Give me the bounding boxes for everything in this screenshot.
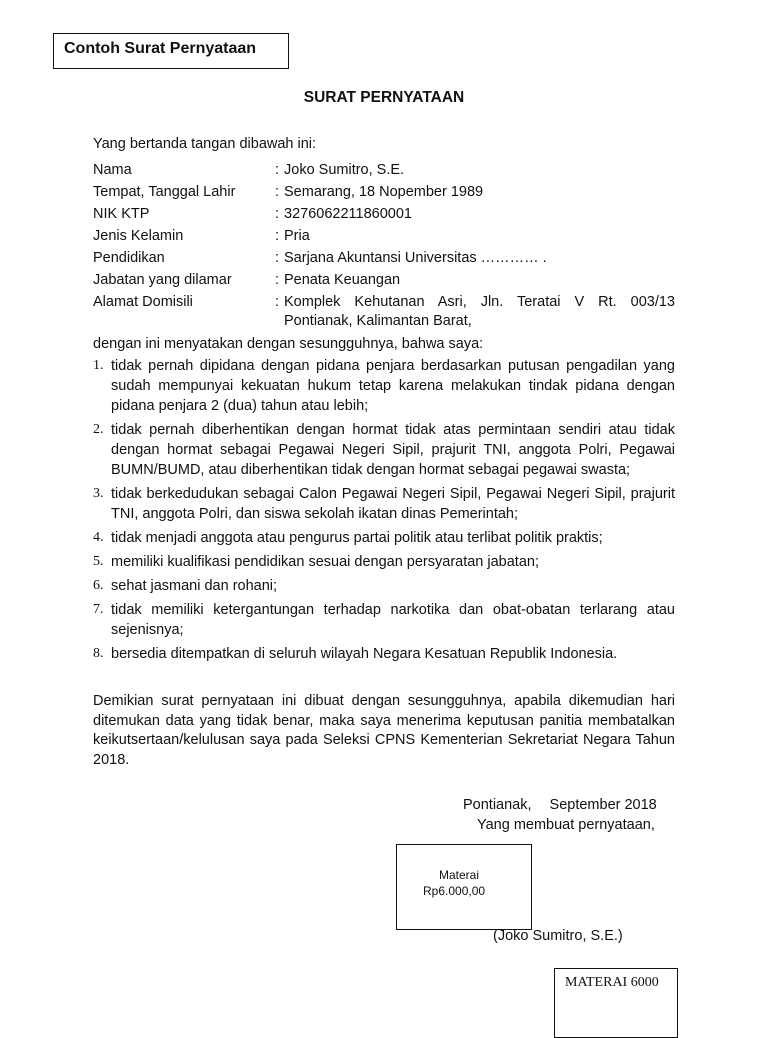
list-number: 8. xyxy=(93,646,104,661)
field-value: Joko Sumitro, S.E. xyxy=(284,162,405,178)
list-text: bersedia ditempatkan di seluruh wilayah Negara Kesatuan Republik Indonesia. xyxy=(111,646,618,662)
field-label: Nama xyxy=(93,162,132,178)
field-separator: : xyxy=(275,228,280,244)
field-separator: : xyxy=(275,294,280,310)
list-item xyxy=(93,600,675,640)
field-label: Tempat, Tanggal Lahir xyxy=(93,184,236,200)
signature-place: Pontianak, xyxy=(463,797,532,813)
list-item xyxy=(93,552,675,572)
stamp-value: Rp6.000,00 xyxy=(423,884,486,898)
field-row-pendidikan xyxy=(93,247,675,269)
field-value: Sarjana Akuntansi Universitas ………… . xyxy=(284,250,547,266)
list-number: 2. xyxy=(93,422,104,437)
field-value: 3276062211860001 xyxy=(284,206,412,222)
materai-box xyxy=(554,968,678,1038)
signer-name: (Joko Sumitro, S.E.) xyxy=(493,928,623,944)
field-label: Jabatan yang dilamar xyxy=(93,272,232,288)
materai-label: MATERAI 6000 xyxy=(565,975,659,990)
field-value: Penata Keuangan xyxy=(284,272,401,288)
list-text: sehat jasmani dan rohani; xyxy=(111,578,278,594)
statement-list xyxy=(93,356,675,664)
document-label-box xyxy=(53,33,289,69)
field-separator: : xyxy=(275,184,280,200)
list-number: 4. xyxy=(93,530,104,545)
field-separator: : xyxy=(275,162,280,178)
field-label: Pendidikan xyxy=(93,250,165,266)
stamp-label: Materai xyxy=(439,868,480,882)
field-row-jenis-kelamin xyxy=(93,225,675,247)
list-item xyxy=(93,420,675,480)
list-number: 1. xyxy=(93,358,104,373)
list-item xyxy=(93,644,675,664)
field-row-alamat-domisili xyxy=(93,291,675,331)
field-label: Jenis Kelamin xyxy=(93,228,184,244)
field-row-nama xyxy=(93,159,675,181)
field-value: Komplek Kehutanan Asri, Jln. Teratai V Rt. 003/13 Pontianak, Kalimantan Barat, xyxy=(284,294,675,329)
signature-date: September 2018 xyxy=(549,797,657,813)
field-value: Semarang, 18 Nopember 1989 xyxy=(284,184,484,200)
closing-paragraph: Demikian surat pernyataan ini dibuat dengan sesungguhnya, apabila dikemudian hari ditemukan data yang tidak benar, maka saya menerima keputusan panitia membatalkan keikutsertaan/kelulusan saya pada Seleksi CPNS Kementerian Sekretariat Negara Tahun 2018. xyxy=(93,693,675,768)
signer-label: Yang membuat pernyataan, xyxy=(477,817,655,833)
field-label: Alamat Domisili xyxy=(93,294,193,310)
list-item xyxy=(93,528,675,548)
list-item xyxy=(93,356,675,416)
list-text: memiliki kualifikasi pendidikan sesuai dengan persyaratan jabatan; xyxy=(111,554,539,570)
list-text: tidak menjadi anggota atau pengurus partai politik atau terlibat politik praktis; xyxy=(111,530,603,546)
list-text: tidak pernah diberhentikan dengan hormat tidak atas permintaan sendiri atau tidak dengan hormat sebagai Pegawai Negeri Sipil, prajurit TNI, anggota Polri, Pegawai BUMN/BUMD, atau diberhentikan tidak dengan hormat sebagai pegawai swasta; xyxy=(111,422,675,478)
field-separator: : xyxy=(275,206,280,222)
field-row-jabatan xyxy=(93,269,675,291)
stamp-box xyxy=(396,844,532,930)
list-number: 5. xyxy=(93,554,104,569)
field-row-tempat-tanggal-lahir xyxy=(93,181,675,203)
identity-fields xyxy=(93,159,675,331)
field-row-nik-ktp xyxy=(93,203,675,225)
place-date xyxy=(463,797,657,813)
list-item xyxy=(93,484,675,524)
list-text: tidak berkedudukan sebagai Calon Pegawai Negeri Sipil, Pegawai Negeri Sipil, prajurit TNI, anggota Polri, dan siswa sekolah ikatan dinas Pemerintah; xyxy=(111,486,675,522)
list-text: tidak pernah dipidana dengan pidana penjara berdasarkan putusan pengadilan yang sudah mempunyai kekuatan hukum tetap karena melakukan tindak pidana dengan pidana penjara 2 (dua) tahun atau lebih; xyxy=(111,358,675,414)
field-value: Pria xyxy=(284,228,310,244)
list-number: 7. xyxy=(93,602,104,617)
intro-text: Yang bertanda tangan dibawah ini: xyxy=(93,136,317,152)
field-label: NIK KTP xyxy=(93,206,150,222)
document-label: Contoh Surat Pernyataan xyxy=(64,40,257,57)
list-item xyxy=(93,576,675,596)
list-number: 3. xyxy=(93,486,104,501)
field-separator: : xyxy=(275,272,280,288)
document-heading: SURAT PERNYATAAN xyxy=(303,89,465,106)
declaration-text: dengan ini menyatakan dengan sesungguhnya, bahwa saya: xyxy=(93,336,484,352)
list-number: 6. xyxy=(93,578,104,593)
list-text: tidak memiliki ketergantungan terhadap narkotika dan obat-obatan terlarang atau sejenisnya; xyxy=(111,602,675,638)
field-separator: : xyxy=(275,250,280,266)
